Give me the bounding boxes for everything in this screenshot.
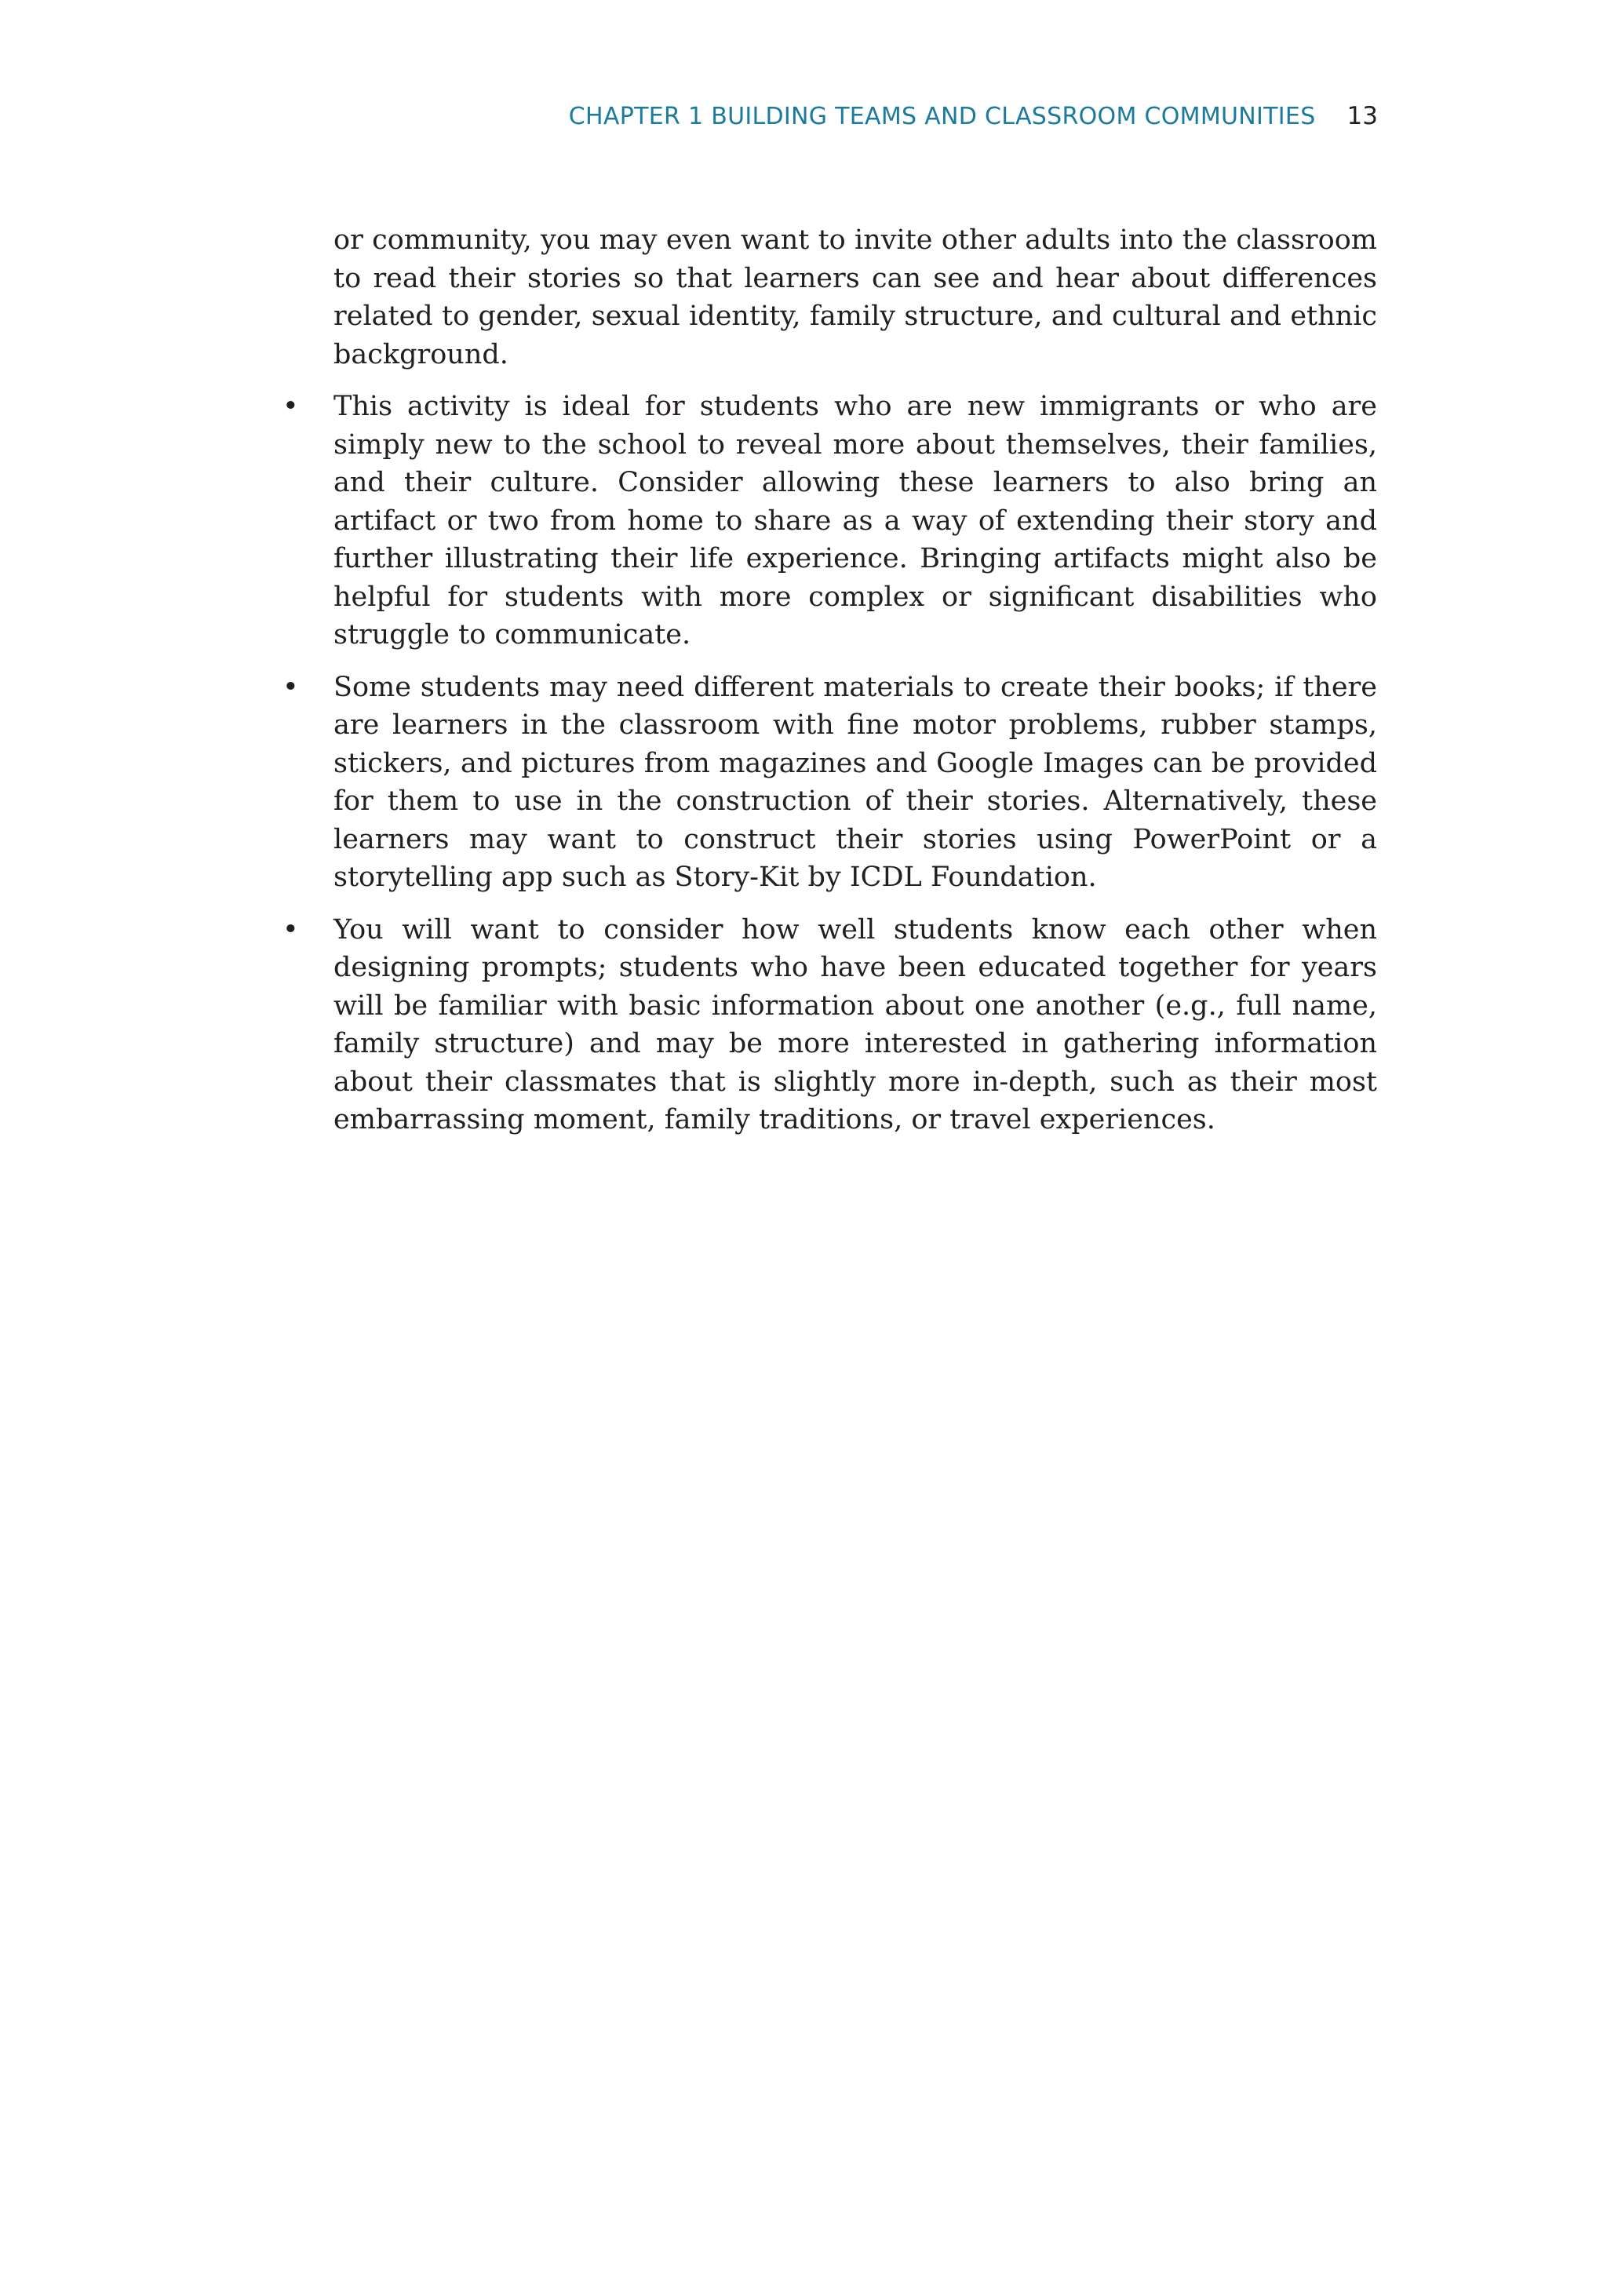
bullet-text: Some students may need different materials to create their books; if there are learners in the classroom with fine motor problems, rubber stamps, stickers, and pictures from magazines and Google Images can be provided for them to use in the construction of their stories. Alternatively, these learners may want to construct their stories using PowerPoint or a storytelling app such as Story-Kit by ICDL Foundation. [333, 671, 1377, 893]
bullet-text: This activity is ideal for students who are new immigrants or who are simply new to the school to reveal more about themselves, their families, and their culture. Consider allowing these learners to also bring an artifact or two from home to share as a way of extending their story and further illustrating their life experience. Bringing artifacts might also be helpful for students with more complex or significant disabilities who struggle to communicate. [333, 391, 1377, 651]
page-number: 13 [1346, 102, 1378, 130]
bullet-item-materials [282, 669, 1377, 897]
body-text [282, 221, 1377, 1153]
continued-paragraph: or community, you may even want to invite other adults into the classroom to read their stories so that learners can see and hear about differences related to gender, sexual identity, family structure, and cultural and ethnic background. [333, 224, 1377, 370]
bullet-list [282, 388, 1377, 1139]
chapter-title: CHAPTER 1 BUILDING TEAMS AND CLASSROOM COMMUNITIES [568, 103, 1316, 130]
bullet-marker: • [282, 671, 299, 703]
bullet-text: You will want to consider how well students know each other when designing prompts; students who have been educated together for years will be familiar with basic information about one another (e.g., full name, family structure) and may be more interested in gathering information about their classmates that is slightly more in-depth, such as their most embarrassing moment, family traditions, or travel experiences. [333, 913, 1377, 1135]
running-head [569, 102, 1378, 130]
bullet-marker: • [282, 391, 299, 422]
bullet-marker: • [282, 913, 299, 946]
bullet-item-prompts [282, 911, 1377, 1139]
bullet-item-immigrants [282, 388, 1377, 654]
